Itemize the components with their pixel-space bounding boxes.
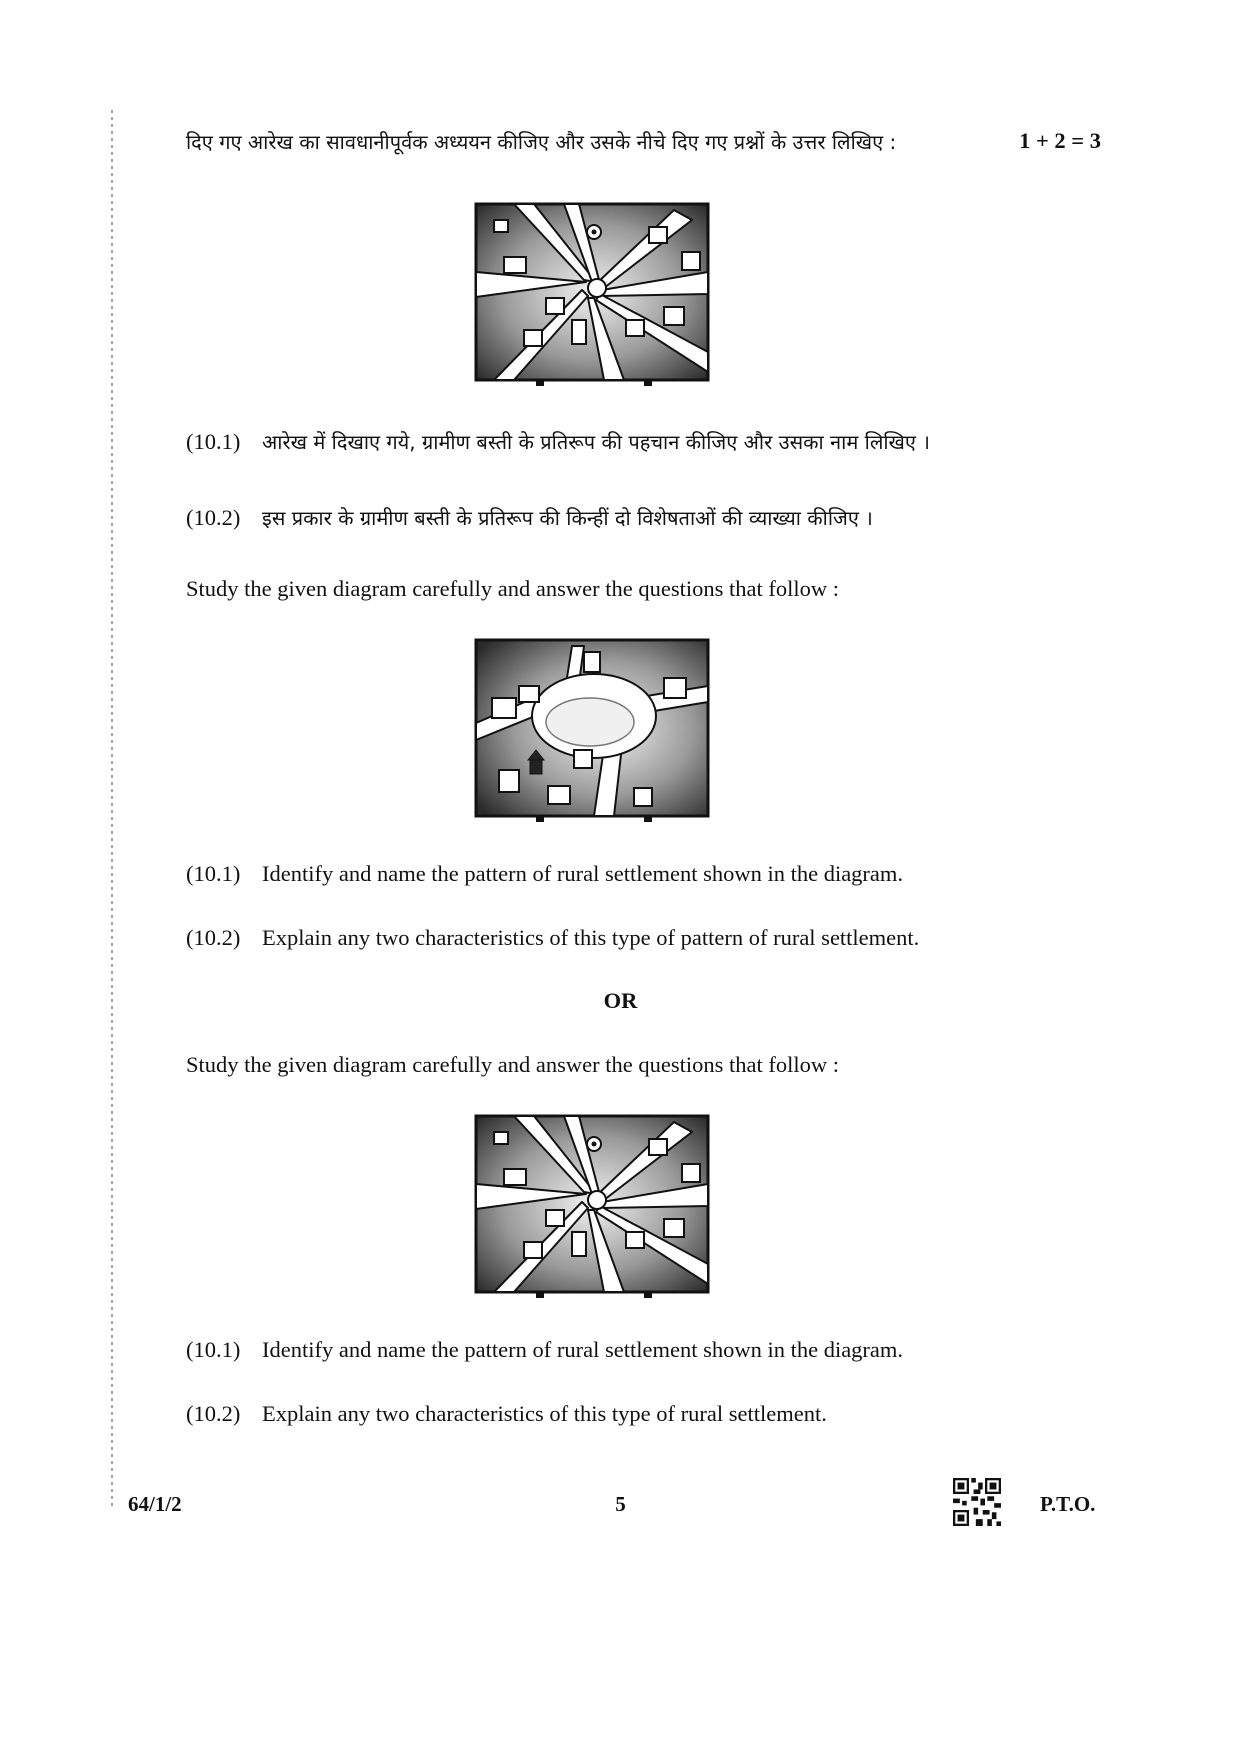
question-number: (10.2) — [186, 1401, 241, 1426]
instruction-english: Study the given diagram carefully and answer the questions that follow : — [186, 576, 839, 601]
page-number: 5 — [615, 1492, 626, 1516]
question-text: आरेख में दिखाए गये, ग्रामीण बस्ती के प्रतिरूप की पहचान कीजिए और उसका नाम लिखिए । — [262, 430, 930, 454]
pto-label: P.T.O. — [1040, 1492, 1096, 1516]
question-text: Explain any two characteristics of this type of pattern of rural settlement. — [262, 925, 920, 950]
question-number: (10.2) — [186, 925, 241, 950]
question-number: (10.1) — [186, 861, 241, 886]
margin-dotted-line — [111, 110, 113, 1510]
qr-code-icon — [953, 1478, 1001, 1526]
english-question-1 — [186, 860, 903, 888]
question-number: (10.1) — [186, 429, 241, 454]
question-text: Identify and name the pattern of rural settlement shown in the diagram. — [262, 861, 904, 886]
star-settlement-diagram — [474, 202, 714, 392]
question-number: (10.1) — [186, 1337, 241, 1362]
hindi-question-2 — [186, 504, 873, 532]
question-text: इस प्रकार के ग्रामीण बस्ती के प्रतिरूप की किन्हीं दो विशेषताओं की व्याख्या कीजिए । — [262, 506, 873, 530]
or-label: OR — [603, 988, 638, 1013]
question-text: Explain any two characteristics of this type of rural settlement. — [262, 1401, 827, 1426]
star-settlement-diagram — [474, 1114, 714, 1304]
english-alt-question-2 — [186, 1400, 827, 1428]
paper-code: 64/1/2 — [128, 1492, 182, 1516]
instruction-english-alt: Study the given diagram carefully and answer the questions that follow : — [186, 1052, 839, 1077]
marks-label: 1 + 2 = 3 — [1019, 128, 1101, 153]
question-text: Identify and name the pattern of rural settlement shown in the diagram. — [262, 1337, 904, 1362]
question-number: (10.2) — [186, 505, 241, 530]
hindi-question-1 — [186, 428, 930, 456]
instruction-hindi: दिए गए आरेख का सावधानीपूर्वक अध्ययन कीजिए और उसके नीचे दिए गए प्रश्नों के उत्तर लिखिए : — [186, 130, 897, 154]
ring-settlement-diagram — [474, 638, 714, 826]
english-question-2 — [186, 924, 919, 952]
english-alt-question-1 — [186, 1336, 903, 1364]
